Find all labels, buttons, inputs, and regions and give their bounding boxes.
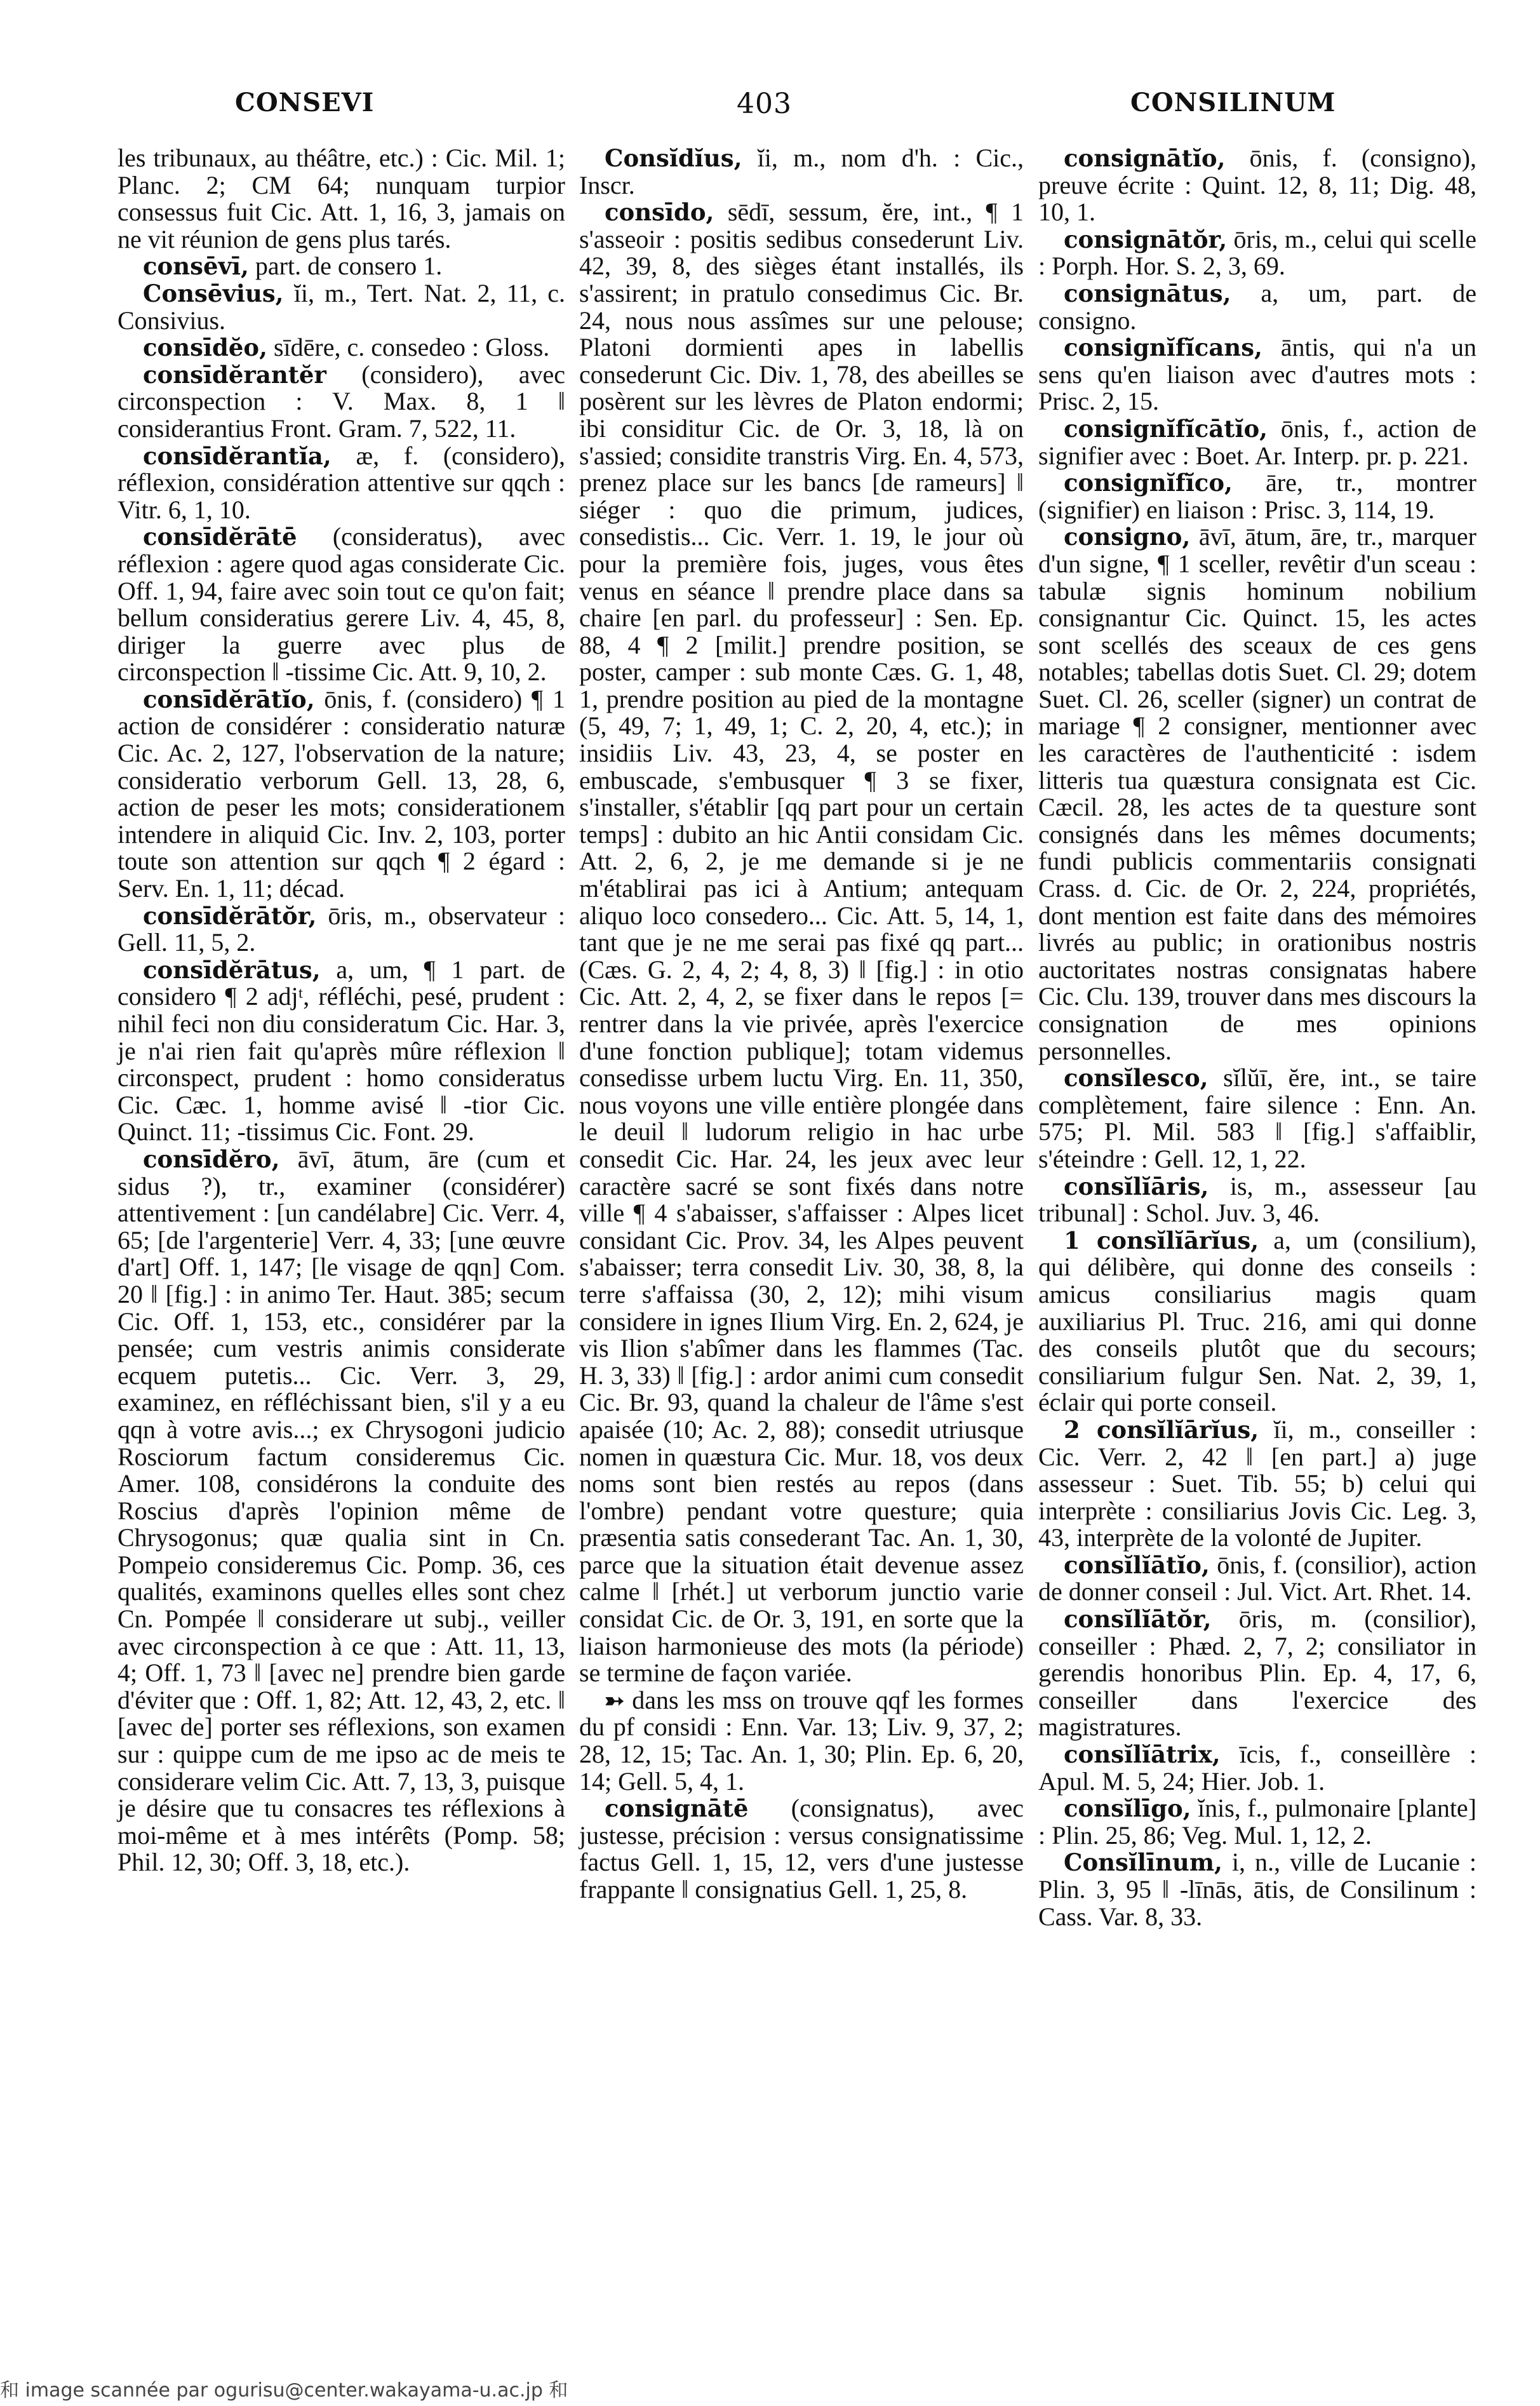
dictionary-entry xyxy=(1038,1552,1476,1606)
dictionary-entry xyxy=(1038,1416,1476,1552)
headword: Consĭdĭus, xyxy=(605,144,742,172)
headword: consīdo, xyxy=(605,198,714,227)
headword: consignĭfĭcātĭo, xyxy=(1064,414,1268,443)
definition-text: (considero), avec circonspection : V. Max. 8, 1 ‖ considerantius Front. Gram. 7, 522, 11. xyxy=(117,360,565,443)
dictionary-entry xyxy=(579,199,1024,1687)
definition-text: ōris, m., observateur : Gell. 11, 5, 2. xyxy=(117,901,565,957)
headword: ➳ xyxy=(605,1686,625,1714)
dictionary-entry xyxy=(117,145,565,253)
dictionary-entry xyxy=(1038,1795,1476,1849)
headword: Consĭlīnum, xyxy=(1064,1848,1222,1877)
headword: consīdĕrātē xyxy=(143,523,297,551)
dictionary-entry xyxy=(117,1146,565,1876)
dictionary-entry xyxy=(1038,1173,1476,1227)
dictionary-entry xyxy=(579,1687,1024,1795)
definition-text: i, n., ville de Lucanie : Plin. 3, 95 ‖ -līnās, ātis, de Consilinum : Cass. Var. 8, 33. xyxy=(1038,1848,1476,1931)
dictionary-entry xyxy=(1038,280,1476,334)
column-3 xyxy=(1038,145,1476,1930)
headword: consīdĕrātŏr, xyxy=(143,901,317,930)
definition-text: āntis, qui n'a un sens qu'en liaison avec d'autres mots : Prisc. 2, 15. xyxy=(1038,333,1476,416)
dictionary-entry xyxy=(117,280,565,334)
dictionary-entry xyxy=(1038,1606,1476,1741)
dictionary-entry xyxy=(117,253,565,280)
definition-text: (consideratus), avec réflexion : agere quod agas considerate Cic. Off. 1, 94, faire avec soin tout ce qu'on fait; bellum consideratius gerere Liv. 4, 45, 8, diriger la guerre avec plus de circonspection ‖ -tissime Cic. Att. 9, 10, 2. xyxy=(117,522,565,687)
dictionary-entry xyxy=(117,334,565,361)
definition-text: āvī, ātum, āre (cum et sidus ?), tr., examiner (considérer) attentivement : [un candélabre] Cic. Verr. 4, 65; [de l'argenterie] Verr. 4, 33; [une œuvre d'art] Off. 1, 147; [le visage de qqn] Com. 20 ‖ [fig.] : in animo Ter. Haut. 385; secum Cic. Off. 1, 153, etc., considérer par la pensée; cum vestris animis considerate ecquem putetis... Cic. Verr. 3, 29, examinez, en réfléchissant bien, s'il y a eu qqn à votre avis...; ex Chrysogoni judicio Rosciorum factum consideremus Cic. Amer. 108, considérons la conduite des Roscius d'après l'opinion même de Chrysogonus; quæ qualia sint in Cn. Pompeio consideremus Cic. Pomp. 36, ces qualités, examinons quelles elles sont chez Cn. Pompée ‖ considerare ut subj., veiller avec circonspection à ce que : Att. 11, 13, 4; Off. 1, 73 ‖ [avec ne] prendre bien garde d'éviter que : Off. 1, 82; Att. 12, 43, 2, etc. ‖ [avec de] porter ses réflexions, son examen sur : quippe cum de me ipso ac de meis te considerare velim Cic. Att. 7, 13, 3, puisque je désire que tu consacres tes réflexions à moi-même et à mes intérêts (Pomp. 58; Phil. 12, 30; Off. 3, 18, etc.). xyxy=(117,1144,565,1877)
dictionary-entry xyxy=(1038,226,1476,280)
definition-text: ōnis, f., action de signifier avec : Boet. Ar. Interp. pr. p. 221. xyxy=(1038,413,1476,470)
headword: consĭlīgo, xyxy=(1064,1794,1191,1823)
definition-text: a, um (consilium), qui délibère, qui donne des conseils : amicus consiliarius magis quam auxiliarius Pl. Truc. 216, ami qui donne des conseils plutôt que du secours; consiliarium fulgur Sen. Nat. 2, 39, 1, éclair qui porte conseil. xyxy=(1038,1225,1477,1417)
definition-text: is, m., assesseur [au tribunal] : Schol. Juv. 3, 46. xyxy=(1038,1171,1476,1228)
headword: 2 consĭlĭārĭus, xyxy=(1064,1415,1259,1444)
column-1 xyxy=(117,145,565,1876)
dictionary-entry xyxy=(117,443,565,524)
definition-text: dans les mss on trouve qqf les formes du pf considi : Enn. Var. 13; Liv. 9, 37, 2; 28, 12, 15; Tac. An. 1, 30; Plin. Ep. 6, 20, 14; Gell. 5, 4, 1. xyxy=(579,1685,1024,1796)
headword: consĭlĭātĭo, xyxy=(1064,1550,1210,1579)
headword: consigno, xyxy=(1064,523,1191,551)
dictionary-entry xyxy=(117,361,565,443)
dictionary-entry xyxy=(1038,1065,1476,1173)
headword: consīdĕrātus, xyxy=(143,955,321,984)
dictionary-entry xyxy=(1038,1849,1476,1930)
dictionary-entry xyxy=(1038,1741,1476,1795)
headword: consĭlĭāris, xyxy=(1064,1172,1209,1200)
definition-text: ōris, m., celui qui scelle : Porph. Hor. S. 2, 3, 69. xyxy=(1038,224,1476,281)
definition-text: īcis, f., conseillère : Apul. M. 5, 24; Hier. Job. 1. xyxy=(1038,1740,1476,1796)
definition-text: ĭi, m., conseiller : Cic. Verr. 2, 42 ‖ [en part.] a) juge assesseur : Suet. Tib. 55; b) celui qui interprète : consiliarius Jovis Cic. Leg. 3, 43, interprète de la volonté de Jupiter. xyxy=(1038,1415,1476,1552)
definition-text: æ, f. (considero), réflexion, considération attentive sur qqch : Vitr. 6, 1, 10. xyxy=(117,441,565,524)
definition-text: ōnis, f. (consilior), action de donner conseil : Jul. Vict. Art. Rhet. 14. xyxy=(1038,1550,1476,1606)
dictionary-entry xyxy=(579,1795,1024,1903)
definition-text: āre, tr., montrer (signifier) en liaison : Prisc. 3, 114, 19. xyxy=(1038,468,1476,524)
headword: consīdĕrātĭo, xyxy=(143,685,315,713)
definition-text: part. de consero 1. xyxy=(248,252,443,281)
scan-credit-footer: 和 image scannée par ogurisu@center.wakayama-u.ac.jp 和 xyxy=(0,2379,568,2402)
dictionary-entry xyxy=(1038,145,1476,226)
headword: consignĭfĭcans, xyxy=(1064,333,1262,362)
headword: consignātus, xyxy=(1064,279,1231,307)
column-2 xyxy=(579,145,1024,1904)
dictionary-entry xyxy=(1038,469,1476,523)
definition-text: ĭi, m., Tert. Nat. 2, 11, c. Consivius. xyxy=(117,278,565,335)
dictionary-entry xyxy=(117,957,565,1146)
headword: consignātŏr, xyxy=(1064,225,1228,253)
definition-text: sĭlŭī, ĕre, int., se taire complètement, faire silence : Enn. An. 575; Pl. Mil. 583 ‖ [fig.] s'affaiblir, s'éteindre : Gell. 12, 1, 22. xyxy=(1038,1063,1476,1173)
definition-text: les tribunaux, au théâtre, etc.) : Cic. Mil. 1; Planc. 2; CM 64; nunquam turpior consessus fuit Cic. Att. 1, 16, 3, jamais on ne vit réunion de gens plus tarés. xyxy=(117,144,565,253)
dictionary-entry xyxy=(1038,415,1476,469)
headword: consĭlĭātrix, xyxy=(1064,1740,1221,1769)
definition-text: āvī, ātum, āre, tr., marquer d'un signe, ¶ 1 sceller, revêtir d'un sceau : tabulæ signis hominum nobilium consignantur Cic. Quinct. 15, les actes sont scellés des sceaux de ces gens notables; tabellas dotis Suet. Cl. 29; dotem Suet. Cl. 26, sceller (signer) un contrat de mariage ¶ 2 consigner, mentionner avec les caractères de l'authenticité : isdem litteris tua quæstura consignata est Cic. Cæcil. 28, les actes de ta questure sont consignés dans les mêmes documents; fundi publicis commentariis consignati Crass. d. Cic. de Or. 2, 224, propriétés, dont mention est faite dans des mémoires livrés au public; in orationibus nostris auctoritates nostras consignatas habere Cic. Clu. 139, trouver dans mes discours la consignation de mes opinions personnelles. xyxy=(1038,522,1476,1065)
headword: consīdĕrantĭa, xyxy=(143,441,331,470)
definition-text: sēdī, sessum, ĕre, int., ¶ 1 s'asseoir : positis sedibus consederunt Liv. 42, 39, 8, des sièges étant installés, ils s'assirent; in pratulo consedimus Cic. Br. 24, nous nous assîmes sur une pelouse; Platoni dormienti apes in labellis consederunt Cic. Div. 1, 78, des abeilles se posèrent sur les lèvres de Platon endormi; ibi considitur Cic. de Or. 3, 18, là on s'assied; considite transtris Virg. En. 4, 573, prenez place sur les bancs [de rameurs] ‖ siéger : quo die primum, judices, consedistis... Cic. Verr. 1. 19, le jour où pour la première fois, juges, vous êtes venus en séance ‖ prendre place dans sa chaire [en parl. du professeur] : Sen. Ep. 88, 4 ¶ 2 [milit.] prendre position, se poster, camper : sub monte Cæs. G. 1, 48, 1, prendre position au pied de la montagne (5, 49, 7; 1, 49, 1; C. 2, 20, 4, etc.); in insidiis Liv. 43, 23, 4, se poster en embuscade, s'embusquer ¶ 3 se fixer, s'installer, s'établir [qq part pour un certain temps] : dubito an hic Antii considam Cic. Att. 2, 6, 2, je me demande si je ne m'établirai pas ici à Antium; antequam aliquo loco consedero... Cic. Att. 5, 14, 1, tant que je ne me serai pas fixé qq part... (Cæs. G. 2, 4, 2; 4, 8, 3) ‖ [fig.] : in otio Cic. Att. 2, 4, 2, se fixer dans le repos [= rentrer dans la vie privée, après l'exercice d'une fonction publique]; totam videmus consedisse urbem luctu Virg. En. 11, 350, nous voyons une ville entière plongée dans le deuil ‖ ludorum religio in hac urbe consedit Cic. Har. 24, les jeux avec leur caractère sacré se sont fixés dans notre ville ¶ 4 s'abaisser, s'affaisser : Alpes licet considant Cic. Prov. 34, les Alpes peuvent s'abaisser; terra consedit Liv. 30, 38, 8, la terre s'affaissa (30, 2, 12); mihi visum considere in ignes Ilium Virg. En. 2, 624, je vis Ilion s'abîmer dans les flammes (Tac. H. 3, 33) ‖ [fig.] : ardor animi cum consedit Cic. Br. 93, quand la chaleur de l'âme s'est apaisée (10; Ac. 2, 88); consedit utriusque nomen in quæstura Cic. Mur. 18, vos deux noms sont bien restés au repos (dans l'ombre) pendant votre questure; quia præsentia satis consederant Tac. An. 1, 30, parce que la situation était devenue assez calme ‖ [rhét.] ut verborum junctio varie considat Cic. de Or. 3, 191, en sorte que la liaison harmonieuse des mots (la période) se termine de façon variée. xyxy=(579,198,1024,1688)
right-guide-word: CONSILINUM xyxy=(1130,88,1336,118)
headword: Consēvius, xyxy=(143,279,284,307)
headword: consignātĭo, xyxy=(1064,144,1226,172)
dictionary-entry xyxy=(117,903,565,957)
headword: consignĭfĭco, xyxy=(1064,469,1233,497)
definition-text: ōris, m. (consilior), conseiller : Phæd. 2, 7, 2; consiliator in gerendis honoribus Plin. Ep. 4, 17, 6, conseiller dans l'exercice des magistratures. xyxy=(1038,1604,1476,1742)
definition-text: ĭi, m., nom d'h. : Cic., Inscr. xyxy=(579,144,1024,199)
dictionary-entry xyxy=(1038,523,1476,1065)
definition-text: a, um, part. de consigno. xyxy=(1038,278,1476,335)
dictionary-entry xyxy=(117,686,565,903)
dictionary-entry xyxy=(579,145,1024,199)
left-guide-word: CONSEVI xyxy=(235,88,375,118)
definition-text: a, um, ¶ 1 part. de considero ¶ 2 adjᵗ, réfléchi, pesé, prudent : nihil feci non diu consideratum Cic. Har. 3, je n'ai rien fait qu'après mûre réflexion ‖ circonspect, prudent : homo consideratus Cic. Cæc. 1, homme avisé ‖ -tior Cic. Quinct. 11; -tissimus Cic. Font. 29. xyxy=(117,955,565,1146)
page-number: 403 xyxy=(737,88,792,120)
definition-text: ōnis, f. (consigno), preuve écrite : Quint. 12, 8, 11; Dig. 48, 10, 1. xyxy=(1038,144,1476,227)
headword: consīdĕrantĕr xyxy=(143,360,326,389)
headword: consīdĕo, xyxy=(143,333,267,362)
headword: consēvī, xyxy=(143,252,249,281)
dictionary-entry xyxy=(1038,1227,1476,1416)
headword: consĭlesco, xyxy=(1064,1064,1209,1092)
headword: consĭlĭātŏr, xyxy=(1064,1605,1212,1634)
headword: 1 consĭlĭārĭus, xyxy=(1064,1226,1259,1254)
definition-text: sīdēre, c. consedeo : Gloss. xyxy=(267,333,550,362)
headword: consignātē xyxy=(605,1794,749,1823)
dictionary-entry xyxy=(1038,334,1476,415)
definition-text: ĭnis, f., pulmonaire [plante] : Plin. 25, 86; Veg. Mul. 1, 12, 2. xyxy=(1038,1794,1476,1850)
definition-text: ōnis, f. (considero) ¶ 1 action de considérer : consideratio naturæ Cic. Ac. 2, 127, l'observation de la nature; consideratio verborum Gell. 13, 28, 6, action de peser les mots; considerationem intendere in aliquid Cic. Inv. 2, 103, porter toute son attention sur qqch ¶ 2 égard : Serv. En. 1, 11; décad. xyxy=(117,684,565,903)
definition-text: (consignatus), avec justesse, précision : versus consignatissime factus Gell. 1, 15, 12, vers d'une justesse frappante ‖ consignatius Gell. 1, 25, 8. xyxy=(579,1794,1024,1904)
headword: consīdĕro, xyxy=(143,1145,280,1173)
dictionary-entry xyxy=(117,523,565,686)
